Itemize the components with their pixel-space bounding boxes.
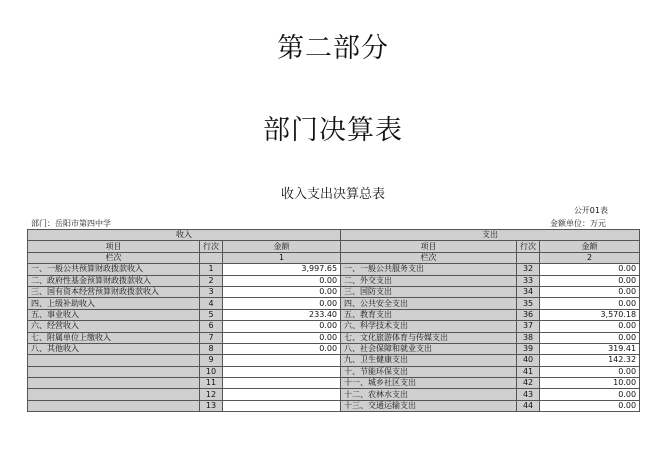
income-amount-cell: 0.00 [223, 343, 341, 354]
expense-amount-cell: 0.00 [540, 400, 640, 411]
income-col-number: 1 [223, 252, 341, 263]
income-rowno-cell: 2 [200, 275, 223, 286]
income-item-cell: 四、上级补助收入 [28, 298, 200, 309]
income-amount-cell: 0.00 [223, 321, 341, 332]
expense-amount-cell: 3,570.18 [540, 309, 640, 320]
expense-rowno-cell: 38 [517, 332, 540, 343]
expense-amount-cell: 0.00 [540, 264, 640, 275]
expense-rowno-cell: 40 [517, 355, 540, 366]
expense-item-cell: 五、教育支出 [341, 309, 517, 320]
income-amount-cell [223, 400, 341, 411]
income-item-cell [28, 389, 200, 400]
department-label: 部门：岳阳市第四中学 [31, 219, 111, 228]
income-amount-cell: 0.00 [223, 298, 341, 309]
expense-amount-cell: 0.00 [540, 332, 640, 343]
expense-item-cell: 三、国防支出 [341, 286, 517, 297]
expense-amount-cell: 10.00 [540, 378, 640, 389]
expense-item-cell: 十三、交通运输支出 [341, 400, 517, 411]
expense-item-header: 项目 [341, 241, 517, 252]
expense-amount-cell: 319.41 [540, 343, 640, 354]
expense-lanci-label: 栏次 [341, 252, 517, 263]
income-rowno-cell: 6 [200, 321, 223, 332]
expense-rowno-cell: 36 [517, 309, 540, 320]
table-row [28, 343, 640, 354]
income-amount-cell: 0.00 [223, 332, 341, 343]
table-title: 收入支出决算总表 [280, 187, 385, 202]
table-row [28, 321, 640, 332]
income-rowno-cell: 8 [200, 343, 223, 354]
table-row [28, 355, 640, 366]
income-amount-cell: 233.40 [223, 309, 341, 320]
income-lanci-blank [200, 252, 223, 263]
table-row [28, 309, 640, 320]
expense-lanci-blank [517, 252, 540, 263]
income-item-cell: 一、一般公共预算财政拨款收入 [28, 264, 200, 275]
form-number: 公开01表 [573, 206, 608, 215]
income-rowno-cell: 12 [200, 389, 223, 400]
income-item-cell: 五、事业收入 [28, 309, 200, 320]
income-lanci-label: 栏次 [28, 252, 200, 263]
income-rowno-header: 行次 [200, 241, 223, 252]
expense-rowno-cell: 43 [517, 389, 540, 400]
main-title: 部门决算表 [263, 115, 403, 146]
expense-item-cell: 一、一般公共服务支出 [341, 264, 517, 275]
expense-amount-cell: 0.00 [540, 366, 640, 377]
expense-rowno-cell: 44 [517, 400, 540, 411]
income-rowno-cell: 4 [200, 298, 223, 309]
table-row [28, 275, 640, 286]
expense-col-number: 2 [540, 252, 640, 263]
table-row [28, 366, 640, 377]
table-row [28, 389, 640, 400]
header-row-columns [28, 241, 640, 252]
income-item-cell [28, 400, 200, 411]
expense-rowno-cell: 42 [517, 378, 540, 389]
expense-item-cell: 七、文化旅游体育与传媒支出 [341, 332, 517, 343]
expense-item-cell: 六、科学技术支出 [341, 321, 517, 332]
income-item-cell: 六、经营收入 [28, 321, 200, 332]
expense-item-cell: 九、卫生健康支出 [341, 355, 517, 366]
income-expense-table [27, 229, 640, 412]
header-row-lanci [28, 252, 640, 263]
expense-item-cell: 四、公共安全支出 [341, 298, 517, 309]
part-title: 第二部分 [277, 33, 389, 64]
table-row [28, 264, 640, 275]
income-rowno-cell: 9 [200, 355, 223, 366]
income-item-cell [28, 378, 200, 389]
income-rowno-cell: 3 [200, 286, 223, 297]
income-section-header: 收入 [28, 230, 341, 241]
expense-rowno-cell: 33 [517, 275, 540, 286]
income-amount-cell [223, 389, 341, 400]
expense-item-cell: 十一、城乡社区支出 [341, 378, 517, 389]
income-item-cell: 三、国有资本经营预算财政拨款收入 [28, 286, 200, 297]
table-row [28, 378, 640, 389]
unit-label: 金额单位：万元 [550, 219, 606, 228]
table-row [28, 332, 640, 343]
income-amount-cell [223, 378, 341, 389]
income-item-cell: 二、政府性基金预算财政拨款收入 [28, 275, 200, 286]
income-item-cell: 八、其他收入 [28, 343, 200, 354]
expense-amount-cell: 0.00 [540, 298, 640, 309]
income-rowno-cell: 11 [200, 378, 223, 389]
expense-rowno-cell: 35 [517, 298, 540, 309]
expense-item-cell: 十、节能环保支出 [341, 366, 517, 377]
income-amount-cell: 0.00 [223, 275, 341, 286]
income-rowno-cell: 13 [200, 400, 223, 411]
income-item-cell [28, 366, 200, 377]
income-amount-cell: 3,997.65 [223, 264, 341, 275]
expense-amount-header: 金额 [540, 241, 640, 252]
expense-amount-cell: 0.00 [540, 286, 640, 297]
expense-item-cell: 二、外交支出 [341, 275, 517, 286]
table-row [28, 400, 640, 411]
header-row-sections [28, 230, 640, 241]
expense-rowno-cell: 41 [517, 366, 540, 377]
income-rowno-cell: 7 [200, 332, 223, 343]
income-amount-cell [223, 355, 341, 366]
income-amount-cell [223, 366, 341, 377]
expense-item-cell: 十二、农林水支出 [341, 389, 517, 400]
expense-item-cell: 八、社会保障和就业支出 [341, 343, 517, 354]
expense-rowno-header: 行次 [517, 241, 540, 252]
income-amount-cell: 0.00 [223, 286, 341, 297]
expense-amount-cell: 0.00 [540, 275, 640, 286]
expense-rowno-cell: 32 [517, 264, 540, 275]
expense-amount-cell: 0.00 [540, 389, 640, 400]
table-row [28, 298, 640, 309]
expense-amount-cell: 0.00 [540, 321, 640, 332]
income-rowno-cell: 1 [200, 264, 223, 275]
expense-rowno-cell: 34 [517, 286, 540, 297]
income-item-cell [28, 355, 200, 366]
income-item-header: 项目 [28, 241, 200, 252]
income-amount-header: 金额 [223, 241, 341, 252]
expense-amount-cell: 142.32 [540, 355, 640, 366]
expense-section-header: 支出 [341, 230, 640, 241]
table-row [28, 286, 640, 297]
expense-rowno-cell: 37 [517, 321, 540, 332]
income-item-cell: 七、附属单位上缴收入 [28, 332, 200, 343]
expense-rowno-cell: 39 [517, 343, 540, 354]
income-rowno-cell: 10 [200, 366, 223, 377]
income-rowno-cell: 5 [200, 309, 223, 320]
